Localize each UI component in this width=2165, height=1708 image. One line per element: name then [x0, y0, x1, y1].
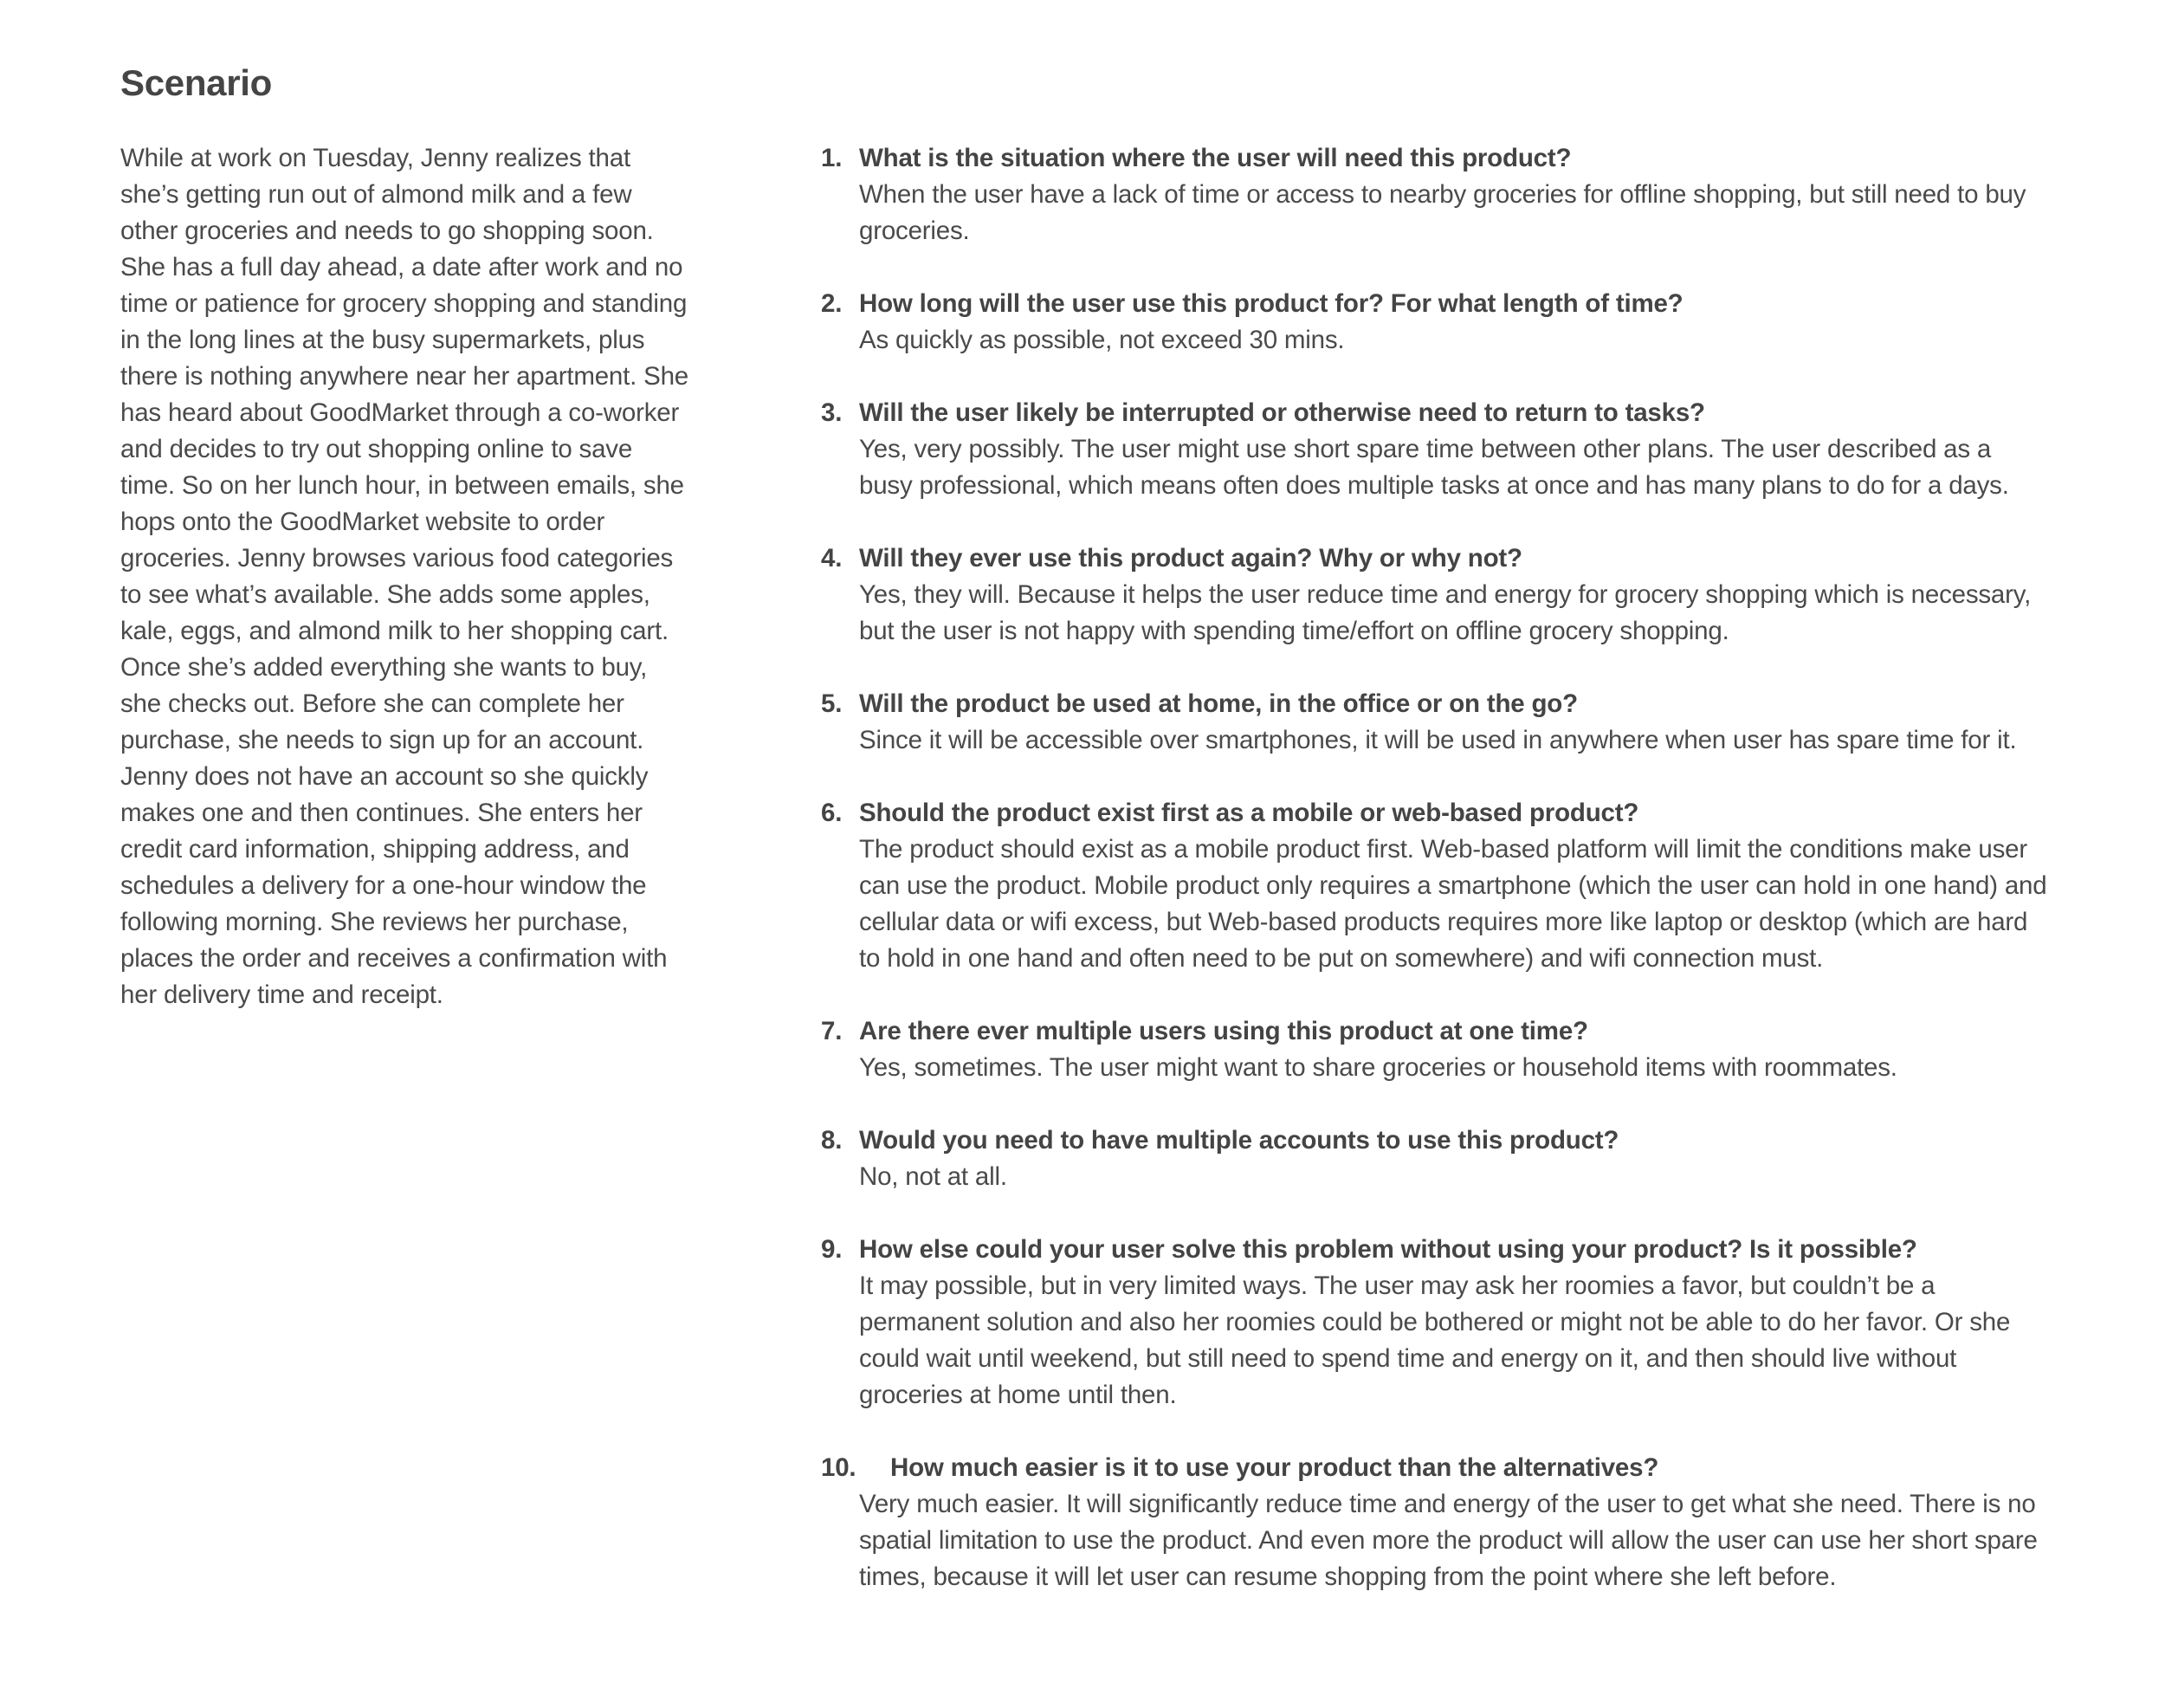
- question-heading: [821, 1450, 2051, 1486]
- answer-text: No, not at all.: [859, 1162, 1007, 1191]
- list-item: [821, 540, 2051, 650]
- question-list: [821, 140, 2051, 1632]
- list-item: [821, 1450, 2051, 1595]
- question-text: Are there ever multiple users using this product at one time?: [859, 1017, 1588, 1045]
- scenario-paragraph: While at work on Tuesday, Jenny realizes that she’s getting run out of almond milk and a few other groceries and needs to go shopping soon. She has a full day ahead, a date after work and no time or patience for grocery shopping and standing in the long lines at the busy supermarkets, plus there is nothing anywhere near her apartment. She has heard about GoodMarket through a co-worker and decides to try out shopping online to save time. So on her lunch hour, in between emails, she hops onto the GoodMarket website to order groceries. Jenny browses various food categories to see what’s available. She adds some apples, kale, eggs, and almond milk to her shopping cart. Once she’s added everything she wants to buy, she checks out. Before she can complete her purchase, she needs to sign up for an account. Jenny does not have an account so she quickly makes one and then continues. She enters her credit card information, shipping address, and schedules a delivery for a one-hour window the following morning. She reviews her purchase, places the order and receives a confirmation with her delivery time and receipt.: [120, 144, 688, 1009]
- question-number: 1.: [821, 144, 843, 172]
- list-item: [821, 1013, 2051, 1086]
- list-item: [821, 395, 2051, 504]
- page-title: Scenario: [120, 62, 273, 103]
- list-item: [821, 795, 2051, 977]
- question-heading: [821, 286, 2051, 322]
- question-text: How much easier is it to use your product than the alternatives?: [890, 1453, 1659, 1482]
- question-number: 6.: [821, 799, 843, 827]
- list-item: [821, 286, 2051, 359]
- question-number: 2.: [821, 289, 843, 318]
- answer-text: As quickly as possible, not exceed 30 mins.: [859, 326, 1345, 354]
- question-text: Will the product be used at home, in the office or on the go?: [859, 689, 1578, 718]
- question-text: Should the product exist first as a mobile or web-based product?: [859, 799, 1639, 827]
- answer-text: The product should exist as a mobile product first. Web-based platform will limit the conditions make user can use the product. Mobile product only requires a smartphone (which the user can hold in one hand) and cellular data or wifi excess, but Web-based products requires more like laptop or desktop (which are hard to hold in one hand and often need to be put on somewhere) and wifi connection must.: [859, 835, 2047, 973]
- question-number: 5.: [821, 689, 843, 718]
- question-heading: [821, 686, 2051, 722]
- question-heading: [821, 540, 2051, 577]
- question-heading: [821, 1122, 2051, 1159]
- question-heading: [821, 395, 2051, 431]
- question-heading: [821, 1013, 2051, 1050]
- question-text: How else could your user solve this problem without using your product? Is it possible?: [859, 1235, 1917, 1264]
- list-item: [821, 686, 2051, 759]
- question-number: 3.: [821, 398, 843, 427]
- question-heading: [821, 1232, 2051, 1268]
- answer-text: Very much easier. It will significantly reduce time and energy of the user to get what she need. There is no spatial limitation to use the product. And even more the product will allow the user can use her short spare times, because it will let user can resume shopping from the point where she left before.: [859, 1490, 2038, 1591]
- answer-text: Yes, very possibly. The user might use short spare time between other plans. The user described as a busy professional, which means often does multiple tasks at once and has many plans to do for a days.: [859, 435, 2009, 500]
- list-item: [821, 140, 2051, 249]
- question-text: Would you need to have multiple accounts to use this product?: [859, 1126, 1619, 1155]
- answer-text: Since it will be accessible over smartphones, it will be used in anywhere when user has spare time for it.: [859, 726, 2017, 754]
- question-number: 7.: [821, 1017, 843, 1045]
- question-text: Will they ever use this product again? Why or why not?: [859, 544, 1522, 573]
- list-item: [821, 1122, 2051, 1195]
- question-number: 8.: [821, 1126, 843, 1155]
- question-number: 10.: [821, 1453, 856, 1482]
- question-text: Will the user likely be interrupted or otherwise need to return to tasks?: [859, 398, 1705, 427]
- answer-text: It may possible, but in very limited ways. The user may ask her roomies a favor, but couldn’t be a permanent solution and also her roomies could be bothered or might not be able to do her favor. Or she could wait until weekend, but still need to spend time and energy on it, and then should live without groceries at home until then.: [859, 1271, 2011, 1409]
- question-number: 4.: [821, 544, 843, 573]
- question-number: 9.: [821, 1235, 843, 1264]
- answer-text: When the user have a lack of time or access to nearby groceries for offline shopping, but still need to buy groceries.: [859, 180, 2026, 245]
- answer-text: Yes, they will. Because it helps the user reduce time and energy for grocery shopping which is necessary, but the user is not happy with spending time/effort on offline grocery shopping.: [859, 580, 2032, 645]
- answer-text: Yes, sometimes. The user might want to share groceries or household items with roommates.: [859, 1053, 1897, 1082]
- question-heading: [821, 140, 2051, 177]
- question-text: What is the situation where the user will need this product?: [859, 144, 1572, 172]
- list-item: [821, 1232, 2051, 1414]
- question-heading: [821, 795, 2051, 831]
- question-text: How long will the user use this product for? For what length of time?: [859, 289, 1684, 318]
